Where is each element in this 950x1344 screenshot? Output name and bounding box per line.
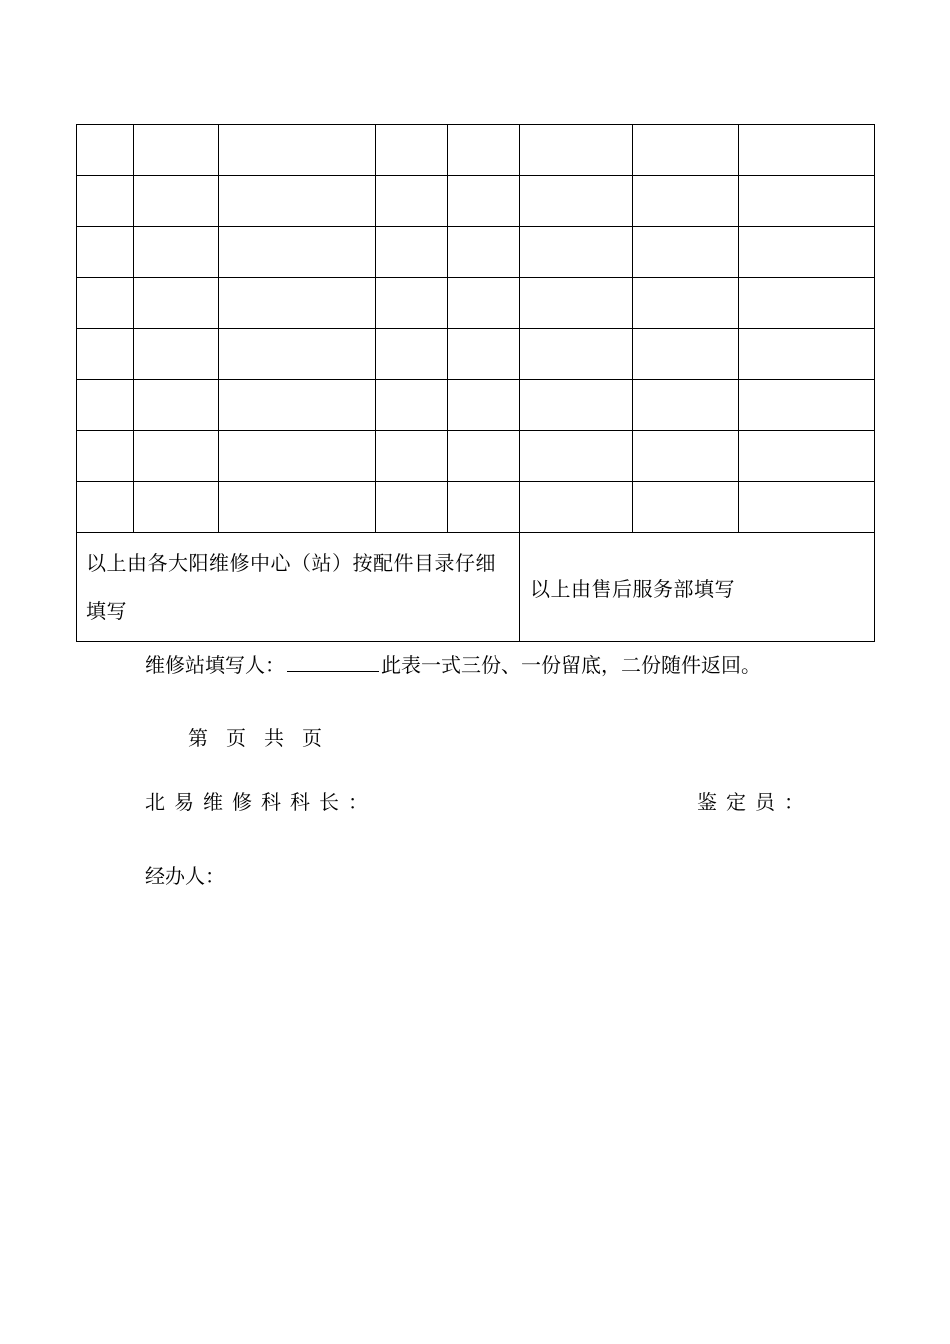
table-cell[interactable] <box>219 380 376 431</box>
handler-signature-label: 经办人： <box>145 864 225 888</box>
table-cell[interactable] <box>448 380 520 431</box>
table-cell[interactable] <box>448 431 520 482</box>
footer-note-stations: 以上由各大阳维修中心（站）按配件目录仔细填写 <box>77 533 520 642</box>
table-footer-row <box>77 533 875 642</box>
table-cell[interactable] <box>376 176 448 227</box>
table-cell[interactable] <box>739 227 875 278</box>
table-cell[interactable] <box>219 227 376 278</box>
table-cell[interactable] <box>219 329 376 380</box>
table-cell[interactable] <box>633 125 739 176</box>
table-cell[interactable] <box>739 431 875 482</box>
filler-label: 维修站填写人： <box>145 653 285 677</box>
table-cell[interactable] <box>739 329 875 380</box>
table-cell[interactable] <box>134 380 219 431</box>
table-cell[interactable] <box>448 482 520 533</box>
table-cell[interactable] <box>77 380 134 431</box>
table-row <box>77 227 875 278</box>
table-cell[interactable] <box>376 482 448 533</box>
table-cell[interactable] <box>77 227 134 278</box>
table-cell[interactable] <box>633 278 739 329</box>
page-count-line <box>188 722 340 751</box>
table-cell[interactable] <box>376 227 448 278</box>
chief-signature-label: 北易维修科科长： <box>145 790 377 814</box>
table-cell[interactable] <box>376 125 448 176</box>
table-cell[interactable] <box>77 278 134 329</box>
table-cell[interactable] <box>219 482 376 533</box>
table-cell[interactable] <box>376 329 448 380</box>
table-cell[interactable] <box>520 125 633 176</box>
table-cell[interactable] <box>520 176 633 227</box>
table-row <box>77 176 875 227</box>
table-cell[interactable] <box>219 125 376 176</box>
table-cell[interactable] <box>219 176 376 227</box>
table-cell[interactable] <box>134 329 219 380</box>
table-cell[interactable] <box>376 380 448 431</box>
parts-form-table <box>76 124 875 642</box>
table-cell[interactable] <box>219 431 376 482</box>
total-label: 共 <box>264 726 284 750</box>
page-label: 第 <box>188 726 208 750</box>
table-cell[interactable] <box>739 176 875 227</box>
table-cell[interactable] <box>448 125 520 176</box>
table-body <box>77 125 875 642</box>
page-unit: 页 <box>226 726 246 750</box>
table-row <box>77 125 875 176</box>
table-cell[interactable] <box>739 278 875 329</box>
table-cell[interactable] <box>77 125 134 176</box>
table-cell[interactable] <box>77 176 134 227</box>
table-cell[interactable] <box>520 482 633 533</box>
table-cell[interactable] <box>376 431 448 482</box>
table-cell[interactable] <box>219 278 376 329</box>
table-row <box>77 482 875 533</box>
table-row <box>77 278 875 329</box>
table-cell[interactable] <box>520 227 633 278</box>
appraiser-signature-label: 鉴定员： <box>697 790 813 814</box>
table-cell[interactable] <box>633 482 739 533</box>
table-cell[interactable] <box>134 431 219 482</box>
table-cell[interactable] <box>520 380 633 431</box>
table-cell[interactable] <box>376 278 448 329</box>
table-cell[interactable] <box>134 482 219 533</box>
table-cell[interactable] <box>134 227 219 278</box>
table-cell[interactable] <box>77 482 134 533</box>
total-unit: 页 <box>302 726 322 750</box>
table-cell[interactable] <box>520 431 633 482</box>
table-cell[interactable] <box>633 176 739 227</box>
copies-note: 此表一式三份、一份留底，二份随件返回。 <box>381 653 761 677</box>
table-cell[interactable] <box>77 431 134 482</box>
table-row <box>77 329 875 380</box>
table-cell[interactable] <box>633 431 739 482</box>
table-cell[interactable] <box>134 278 219 329</box>
filler-line <box>145 649 761 678</box>
table-cell[interactable] <box>520 329 633 380</box>
filler-name-blank[interactable] <box>287 651 379 672</box>
table-cell[interactable] <box>448 278 520 329</box>
table-row <box>77 380 875 431</box>
table-cell[interactable] <box>77 329 134 380</box>
table-cell[interactable] <box>633 227 739 278</box>
footer-note-service-dept: 以上由售后服务部填写 <box>520 533 875 642</box>
table-cell[interactable] <box>448 329 520 380</box>
table-cell[interactable] <box>134 125 219 176</box>
table-row <box>77 431 875 482</box>
table-cell[interactable] <box>134 176 219 227</box>
table-cell[interactable] <box>448 227 520 278</box>
table-cell[interactable] <box>448 176 520 227</box>
table-cell[interactable] <box>739 125 875 176</box>
table-cell[interactable] <box>739 482 875 533</box>
table-cell[interactable] <box>739 380 875 431</box>
table-cell[interactable] <box>633 380 739 431</box>
table-cell[interactable] <box>633 329 739 380</box>
table-cell[interactable] <box>520 278 633 329</box>
